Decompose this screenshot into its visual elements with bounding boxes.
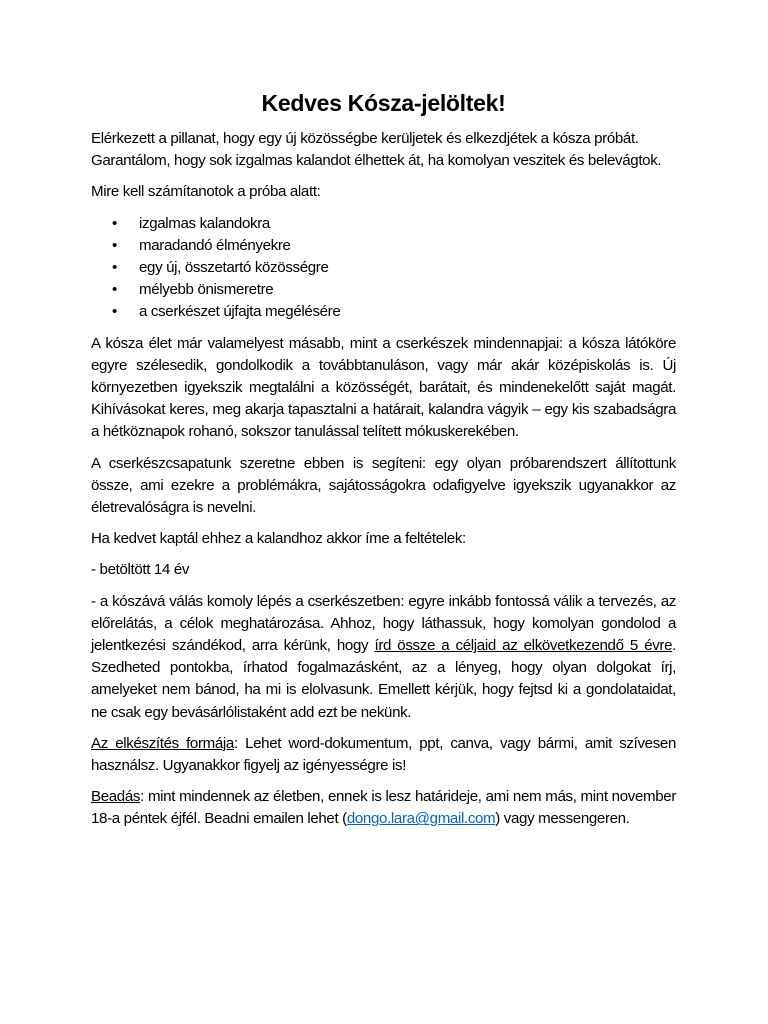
list-item: • izgalmas kalandokra <box>91 213 676 235</box>
submission-label: Beadás <box>91 788 141 806</box>
intro-paragraph: Elérkezett a pillanat, hogy egy új közösségbe kerüljetek és elkezdjétek a kósza próbát. Garantálom, hogy sok izgalmas kalandot élhettek át, ha komolyan veszitek és belevágtok. <box>91 130 662 170</box>
list-item: • maradandó élményekre <box>91 235 676 257</box>
bullet-icon: • <box>112 236 117 254</box>
document-page <box>91 86 676 840</box>
list-item: • egy új, összetartó közösségre <box>91 257 676 279</box>
email-link[interactable]: dongo.lara@gmail.com <box>346 810 496 828</box>
condition-age: - betöltött 14 év <box>91 561 190 579</box>
format-label: Az elkészítés formája <box>91 734 234 752</box>
format-paragraph: Az elkészítés formája: Lehet word-dokumentum, ppt, canva, vagy bármi, amit szívesen használsz. Ugyanakkor figyelj az igényességre is! <box>91 734 677 775</box>
list-heading: Mire kell számítanotok a próba alatt: <box>91 183 321 201</box>
bullet-icon: • <box>112 303 117 321</box>
condition-goals: - a kószává válás komoly lépés a cserkészetben: egyre inkább fontossá válik a tervezés, az előrelátás, a célok meghatározása. Ahhoz, hogy láthassuk, hogy komolyan gondolod a jelentkezési szándékod, arra kérünk, hogy írd össze a céljaid az elkövetkezendő 5 évre. Szedheted pontokba, írhatod fogalmazásként, az a lényeg, hogy olyan dolgokat írj, amelyeket nem bánod, ha mi is elolvasunk. Emellett kérjük, hogy fejtsd ki a gondolataidat, ne csak egy bevásárlólistaként add ezt be nekünk. <box>91 592 676 721</box>
goals-underlined-text: írd össze a céljaid az elkövetkezendő 5 évre <box>374 637 673 655</box>
bullet-icon: • <box>112 259 117 277</box>
bullet-icon: • <box>112 214 117 232</box>
kosza-life-paragraph: A kósza élet már valamelyest másabb, mint a cserkészek mindennapjai: a kósza látóköre egyre szélesedik, gondolkodik a továbbtanuláson, vagy már akár középiskolás is. Új környezetben igyekszik megtalálni a közösségét, barátait, és mindenekelőtt saját magát. Kihívásokat keres, meg akarja tapasztalni a határait, kalandra vágyik – egy kis szabadságra a hétköznapok rohanó, sokszor tanulással telített mókuskerekében. <box>91 334 676 441</box>
conditions-intro: Ha kedvet kaptál ehhez a kalandhoz akkor íme a feltételek: <box>91 530 466 548</box>
list-item: • a cserkészet újfajta megélésére <box>91 301 676 323</box>
list-item: • mélyebb önismeretre <box>91 279 676 301</box>
document-title: Kedves Kósza-jelöltek! <box>261 90 506 116</box>
troop-paragraph: A cserkészcsapatunk szeretne ebben is segíteni: egy olyan próbarendszert állítottunk össze, ami ezekre a problémákra, sajátosságokra odafigyelve igyekszik ugyanakkor az életrevalóságra is nevelni. <box>91 454 676 517</box>
submission-paragraph: Beadás: mint mindennek az életben, ennek is lesz határideje, ami nem más, mint november 18-a péntek éjfél. Beadni emailen lehet (dongo.lara@gmail.com) vagy messengeren. <box>91 788 676 828</box>
expectations-list <box>91 213 676 324</box>
bullet-icon: • <box>112 281 117 299</box>
